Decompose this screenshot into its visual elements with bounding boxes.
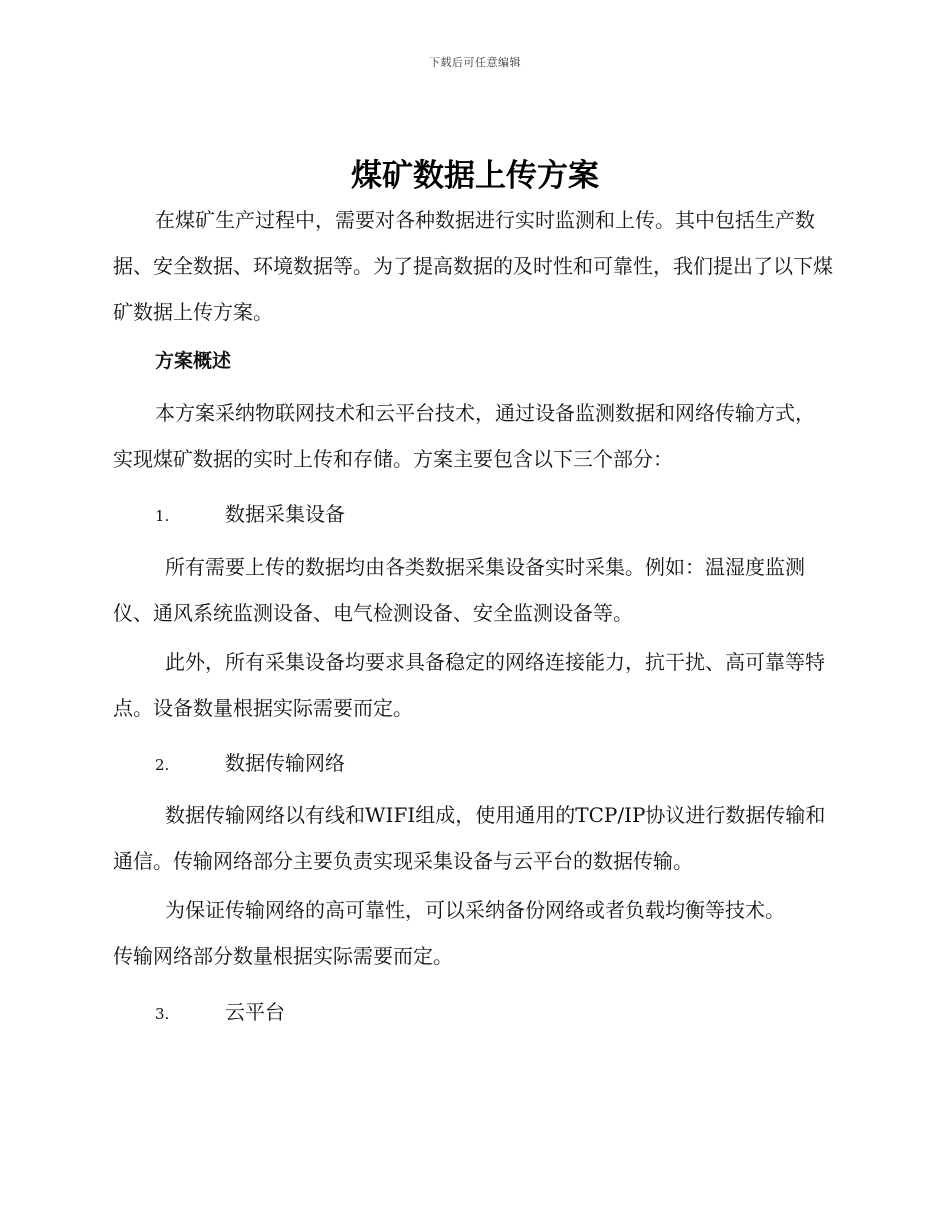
list-number: 2. xyxy=(155,756,170,774)
section-2-paragraph-1: 数据传输网络以有线和WIFI组成，使用通用的TCP/IP协议进行数据传输和通信。传输网络部分主要负责实现采集设备与云平台的数据传输。 xyxy=(113,803,826,873)
list-item-2 xyxy=(155,747,345,776)
list-item-1 xyxy=(155,498,345,527)
list-item-title: 云平台 xyxy=(225,1000,285,1024)
list-number: 3. xyxy=(155,1005,170,1023)
section-2-paragraph-2: 为保证传输网络的高可靠性，可以采纳备份网络或者负载均衡等技术。传输网络部分数量根据实际需要而定。 xyxy=(113,898,785,968)
overview-heading: 方案概述 xyxy=(155,350,232,372)
document-title: 煤矿数据上传方案 xyxy=(351,158,599,194)
list-number: 1. xyxy=(155,507,170,525)
header-note: 下载后可任意编辑 xyxy=(429,56,521,69)
list-item-title: 数据采集设备 xyxy=(225,502,345,526)
overview-paragraph: 本方案采纳物联网技术和云平台技术，通过设备监测数据和网络传输方式，实现煤矿数据的实时上传和存储。方案主要包含以下三个部分： xyxy=(113,401,815,471)
intro-paragraph: 在煤矿生产过程中，需要对各种数据进行实时监测和上传。其中包括生产数据、安全数据、环境数据等。为了提高数据的及时性和可靠性，我们提出了以下煤矿数据上传方案。 xyxy=(113,208,833,324)
section-1-paragraph-1: 所有需要上传的数据均由各类数据采集设备实时采集。例如：温湿度监测仪、通风系统监测设备、电气检测设备、安全监测设备等。 xyxy=(113,555,805,625)
list-item-3 xyxy=(155,996,285,1025)
list-item-title: 数据传输网络 xyxy=(225,751,345,775)
section-1-paragraph-2: 此外，所有采集设备均要求具备稳定的网络连接能力，抗干扰、高可靠等特点。设备数量根据实际需要而定。 xyxy=(113,650,825,720)
